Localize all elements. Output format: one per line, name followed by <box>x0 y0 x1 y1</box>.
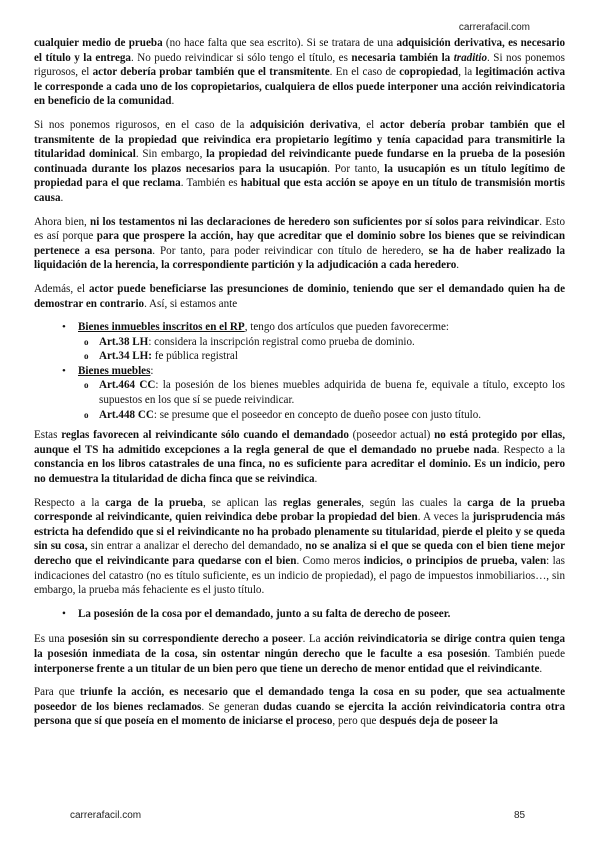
p6-s11: sin entrar a analizar el derecho del demandado, <box>87 540 306 553</box>
p1-s12: legitimación activa le corresponde a cada uno de los copropietarios, cualquiera de ellos puede interponer una acción reivindicatoria en beneficio de la comunidad <box>34 66 566 108</box>
p8-s1: Para que <box>34 686 80 699</box>
p5-s3: (poseedor actual) <box>348 429 435 442</box>
p8-s2: triunfe la acción, es necesario que el demandado tenga la cosa en su poder, que sea actualmente poseedor de los bienes reclamados <box>34 686 566 713</box>
p7-s3: . La <box>302 633 324 646</box>
bullet-heading-text: La posesión de la cosa por el demandado, junto a su falta de derecho de poseer. <box>78 607 451 620</box>
p1-s11: , la <box>458 66 476 79</box>
p7-s4: acción reivindicatoria se dirige contra quien tenga la posesión inmediata de la cosa, sin ostentar ningún derecho que le faculte a esa posesión <box>34 633 565 660</box>
p2-s3: , el <box>357 118 380 131</box>
p4-s2: actor puede beneficiarse las presunciones de dominio, teniendo que ser el demandado quien ha de demostrar en contrario <box>34 282 565 310</box>
art34-text: fe pública registral <box>152 350 238 363</box>
p3-s4: para que prospere la acción, hay que acreditar que el dominio sobre los bienes que se reivindican pertenece a esa persona <box>34 230 565 257</box>
art38-text: : considera la inscripción registral como prueba de dominio. <box>148 335 415 348</box>
p5-s5: . Respecto a la <box>496 443 565 456</box>
p4-s1: Además, el <box>34 282 89 295</box>
p5-s7: . <box>314 473 318 486</box>
page-body <box>34 36 565 738</box>
p6-s2: carga de la prueba <box>105 496 203 509</box>
paragraph-4 <box>34 282 565 311</box>
p2-s8: la usucapión es un título legítimo de propiedad para el que reclama <box>34 162 565 190</box>
p6-s1: Respecto a la <box>34 496 106 509</box>
p1-s10: copropiedad <box>399 66 459 79</box>
p6-s10: pierde el pleito y se queda sin su cosa, <box>34 525 565 553</box>
p2-s10: habitual que esta acción se apoye en un título de transmisión mortis causa <box>34 177 565 204</box>
list-item-inmuebles <box>34 320 565 364</box>
p2-s6: la propiedad del reivindicante puede fundarse en la prueba de la posesión continuada durante los plazos necesarios para la usucapión <box>34 148 565 175</box>
p7-s6: interponerse frente a un titular de un bien pero que tiene un derecho de menor entidad que el reivindicante <box>34 662 540 675</box>
p6-s6: carga de la prueba corresponde al reivindicante, quien reivindica debe probar la propiedad del bien <box>34 496 565 524</box>
paragraph-8 <box>34 685 565 729</box>
p1-s9: . En el caso de <box>329 66 400 79</box>
p2-s11: . <box>60 191 64 204</box>
p1-s3: adquisición derivativa, es necesario el título y la entrega <box>34 37 566 64</box>
p5-s6: constancia en los libros catastrales de una finca, no es suficiente para acreditar el dominio. Es un indicio, pero no demuestra la titularidad de dicha finca que se reivindica <box>34 458 565 486</box>
p8-s5: , pero que <box>332 715 380 728</box>
art464-text: : la posesión de los bienes muebles adquirida de buena fe, equivale a título, excepto los supuestos en los que sí se puede reivindicar. <box>99 379 565 407</box>
p3-s2: ni los testamentos ni las declaraciones de heredero son suficientes por sí solos para reivindicar <box>90 215 540 228</box>
p2-s5: . Sin embargo, <box>135 148 207 161</box>
p3-s3: . Esto es así porque <box>34 215 565 243</box>
p1-s2: (no hace falta que sea escrito). Si se tratara de una <box>162 37 397 49</box>
p3-s5: . Por tanto, para poder reivindicar con título de heredero, <box>152 244 429 257</box>
inmuebles-title: Bienes inmuebles inscritos en el RP <box>78 321 245 334</box>
p6-s8: jurisprudencia más estricta ha defendido que si el reivindicante no ha probado plenamente su titularidad <box>34 511 565 538</box>
p1-s7: . Si nos ponemos rigurosos, el <box>34 51 565 79</box>
p6-s5: , según las cuales la <box>361 496 468 509</box>
p1-s1: cualquier medio de prueba <box>34 37 163 49</box>
p2-s1: Si nos ponemos rigurosos, en el caso de la <box>34 118 250 131</box>
p7-s7: . <box>539 662 543 675</box>
p5-s1: Estas <box>34 429 62 442</box>
presumption-list <box>34 320 565 422</box>
p6-s14: indicios, o principios de prueba, valen <box>363 555 547 567</box>
paragraph-2 <box>34 118 565 206</box>
paragraph-1 <box>34 36 565 109</box>
art464-ref: Art.464 CC <box>99 379 156 392</box>
p5-s4: no está protegido por ellas, aunque el TS ha admitido excepciones a la regla general de que el demandado no pruebe nada <box>34 429 565 456</box>
p2-s9: . También es <box>180 177 241 190</box>
p1-s4: . No puedo reivindicar si sólo tengo el título, es <box>130 51 352 64</box>
page-number: 85 <box>514 810 526 821</box>
p2-s7: . Por tanto, <box>327 162 385 175</box>
p5-s2: reglas favorecen al reivindicante sólo cuando el demandado <box>61 429 349 442</box>
sublist-item-art34 <box>78 349 565 364</box>
sublist-item-art448 <box>78 408 565 423</box>
bullet-heading <box>34 607 565 622</box>
p1-s8: actor debería probar también que el transmitente <box>92 66 330 79</box>
p6-s3: , se aplican las <box>202 496 283 509</box>
art448-ref: Art.448 CC <box>99 408 154 421</box>
muebles-sublist <box>78 378 565 422</box>
p7-s2: posesión sin su correspondiente derecho a poseer <box>67 633 303 646</box>
p8-s6: después deja de poseer la <box>379 715 498 728</box>
p1-s6: traditio <box>453 51 488 64</box>
art34-ref: Art.34 LH: <box>99 350 152 363</box>
header-site: carrerafacil.com <box>458 22 530 33</box>
sublist-item-art464 <box>78 378 565 407</box>
p4-s3: . Así, si estamos ante <box>144 297 238 310</box>
art448-text: : se presume que el poseedor en concepto de dueño posee con justo título. <box>153 408 482 421</box>
p2-s2: adquisición derivativa <box>249 118 358 131</box>
p6-s9: , <box>436 525 443 538</box>
p8-s3: . Se generan <box>201 700 264 713</box>
p6-s15: : las indicaciones del catastro (no es título suficiente, es un indicio de propiedad), el pago de impuestos inmobiliarios…, sin embargo, la prueba más fehaciente es el justo título. <box>34 555 565 597</box>
p7-s5: . También puede <box>487 647 565 660</box>
sublist-item-art38 <box>78 335 565 350</box>
p1-s13: . <box>171 95 175 108</box>
muebles-rest: : <box>150 364 154 377</box>
p8-s4: dudas cuando se ejercita la acción reivindicatoria contra otra persona que sí que poseía en el momento de iniciarse el proceso <box>34 700 566 728</box>
p6-s4: reglas generales <box>282 496 362 509</box>
inmuebles-rest: , tengo dos artículos que pueden favorecerme: <box>244 321 449 334</box>
paragraph-3 <box>34 215 565 273</box>
paragraph-7 <box>34 632 565 676</box>
list-item-muebles <box>34 364 565 422</box>
paragraph-6 <box>34 496 565 598</box>
art38-ref: Art.38 LH <box>99 335 149 348</box>
p2-s4: actor debería probar también que el transmitente de la propiedad que reivindica era propietario legítimo y tenía capacidad para transmitirle la titularidad dominical <box>34 118 565 161</box>
p3-s1: Ahora bien, <box>34 215 91 228</box>
p7-s1: Es una <box>34 633 68 646</box>
p6-s13: . Como meros <box>296 555 364 567</box>
muebles-title: Bienes muebles <box>78 364 151 377</box>
p6-s7: . A veces la <box>417 511 473 524</box>
p3-s7: . <box>456 259 460 272</box>
paragraph-5 <box>34 428 565 486</box>
inmuebles-sublist <box>78 335 565 364</box>
footer-site: carrerafacil.com <box>70 810 142 821</box>
p3-s6: se ha de haber realizado la liquidación de la herencia, la correspondiente partición y la adjudicación a cada heredero <box>34 244 565 272</box>
p6-s12: no se analiza si el que se queda con el bien tiene mejor derecho que el reivindicante para quedarse con el bien <box>34 540 565 567</box>
p1-s5: necesaria también la <box>351 51 454 64</box>
